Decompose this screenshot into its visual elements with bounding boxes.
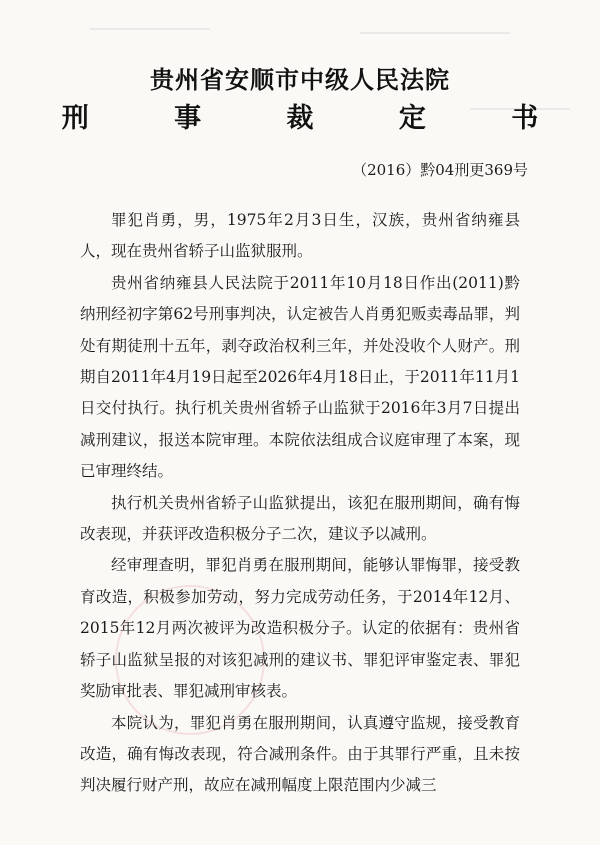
paragraph-findings: 经审理查明，罪犯肖勇在服刑期间，能够认罪悔罪，接受教育改造，积极参加劳动，努力完成劳动任务，于2014年12月、2015年12月两次被评为改造积极分子。认定的依据有：贵州省轿子山监狱呈报的对该犯减刑的建议书、罪犯评审鉴定表、罪犯奖励审批表、罪犯减刑审核表。 xyxy=(80,556,520,701)
court-name-title: 贵州省安顺市中级人民法院 xyxy=(150,65,450,94)
bleed-through-mark xyxy=(90,28,210,30)
document-body xyxy=(80,205,520,802)
paragraph-defendant-info: 罪犯肖勇，男，1975年2月3日生，汉族，贵州省纳雍县人，现在贵州省轿子山监狱服刑。 xyxy=(80,211,520,261)
paragraph-court-opinion: 本院认为，罪犯肖勇在服刑期间，认真遵守监规，接受教育改造，确有悔改表现，符合减刑条件。由于其罪行严重，且未按判决履行财产刑，故应在减刑幅度上限范围内少减三 xyxy=(80,713,520,795)
paragraph-original-judgment: 贵州省纳雍县人民法院于2011年10月18日作出(2011)黔纳刑经初字第62号刑事判决，认定被告人肖勇犯贩卖毒品罪，判处有期徒刑十五年，剥夺政治权利三年，并处没收个人财产。刑期自2011年4月19日起至2026年4月18日止，于2011年11月1日交付执行。执行机关贵州省轿子山监狱于2016年3月7日提出减刑建议，报送本院审理。本院依法组成合议庭审理了本案，现已审理终结。 xyxy=(80,273,520,481)
bleed-through-mark xyxy=(360,32,510,34)
document-type-title: 刑 事 裁 定 书 xyxy=(61,103,577,134)
case-number: （2016）黔04刑更369号 xyxy=(352,161,528,179)
paragraph-prison-proposal: 执行机关贵州省轿子山监狱提出，该犯在服刑期间，确有悔改表现，并获评改造积极分子二次，建议予以减刑。 xyxy=(80,493,520,544)
